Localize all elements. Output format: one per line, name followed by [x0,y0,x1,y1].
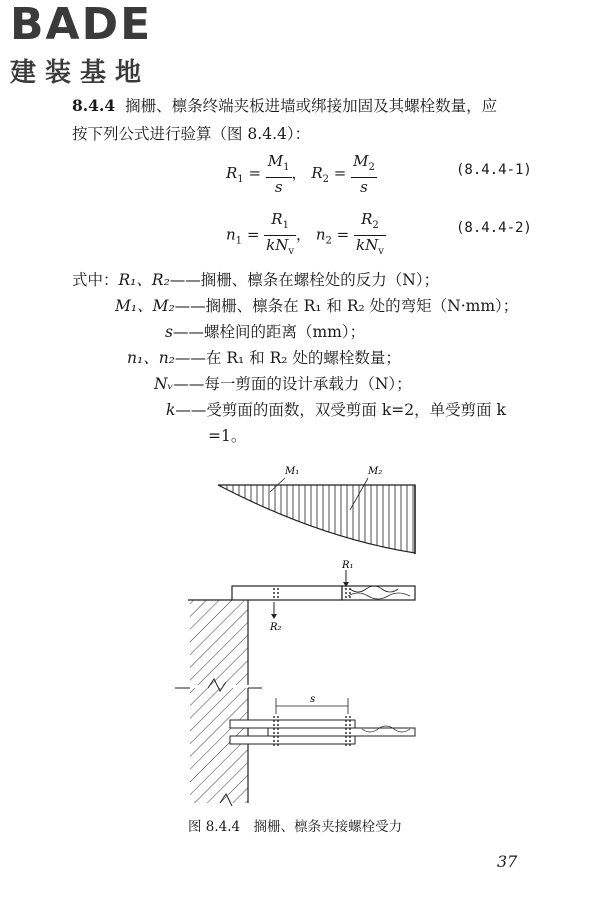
logo [10,2,152,89]
variable-definitions [72,268,552,448]
section-number: 8.4.4 [72,96,116,115]
formula-1-number: (8.4.4-1) [456,162,532,178]
definition-row-7: =1。 [208,427,247,445]
page-number: 37 [497,852,518,871]
definition-row-1: 式中：R₁、R₂——搁栅、檩条在螺栓处的反力（N）； [72,271,440,289]
section-line-1 [72,92,552,120]
moment-diagram [218,466,415,554]
formula-2-number: (8.4.4-2) [456,220,532,236]
section-text-1: 搁栅、檩条终端夹板进墙或绑接加固及其螺栓数量，应 [125,97,498,115]
label-r1: R₁ [342,560,354,571]
definition-row-3: s——螺栓间的距离（mm）； [165,323,366,341]
label-m2: M₂ [368,466,383,477]
section-paragraph [72,92,552,148]
elevation-view [188,560,415,685]
label-m1: M₁ [285,466,300,477]
plan-view [175,679,415,806]
formula-2-fraction-1: $\frac{R_1}{kN_v}$ [266,210,295,257]
formula-1-fraction-1: $\frac{M_1}{s}$ [267,152,290,196]
definition-row-4: n₁、n₂——在 R₁ 和 R₂ 处的螺栓数量； [127,349,401,367]
definition-row-6: k——受剪面的面数，双受剪面 k=2，单受剪面 k [166,401,506,419]
formula-2-lhs1: n [226,225,236,244]
figure-caption: 图 8.4.4 搁栅、檩条夹接螺栓受力 [188,819,403,835]
bolt-force-diagram [170,458,430,808]
formula-8-4-4-2: $n_1$ = $\frac{R_1}{kN_v}$ ， $n_2$ = $\frac{R_2}{kN_v}$ (8.4.4-2) [0,208,600,258]
logo-wordmark: BADE [10,0,153,50]
label-s: s [310,694,316,705]
label-r2: R₂ [270,622,282,633]
formula-1-lhs1: R [226,164,238,182]
formula-1-lhs1-sub: 1 [237,174,244,185]
logo-subtitle: 建装基地 [10,58,151,88]
section-line-2: 按下列公式进行验算（图 8.4.4）： [72,125,311,143]
formula-1-lhs2: R [311,164,323,182]
definition-row-5: Nᵥ——每一剪面的设计承载力（N）； [154,375,412,393]
formula-2-lhs2: n [315,225,326,244]
formula-8-4-4-1: $R_1$ = $\frac{M_1}{s}$ ， $R_2$ = $\frac{M_2}{s}$ (8.4.4-1) [226,152,532,196]
formula-1-fraction-2: $\frac{M_2}{s}$ [353,152,375,196]
definition-row-2: M₁、M₂——搁栅、檩条在 R₁ 和 R₂ 处的弯矩（N·mm）； [115,297,519,315]
formula-2-fraction-2: $\frac{R_2}{kN_v}$ [356,210,384,257]
